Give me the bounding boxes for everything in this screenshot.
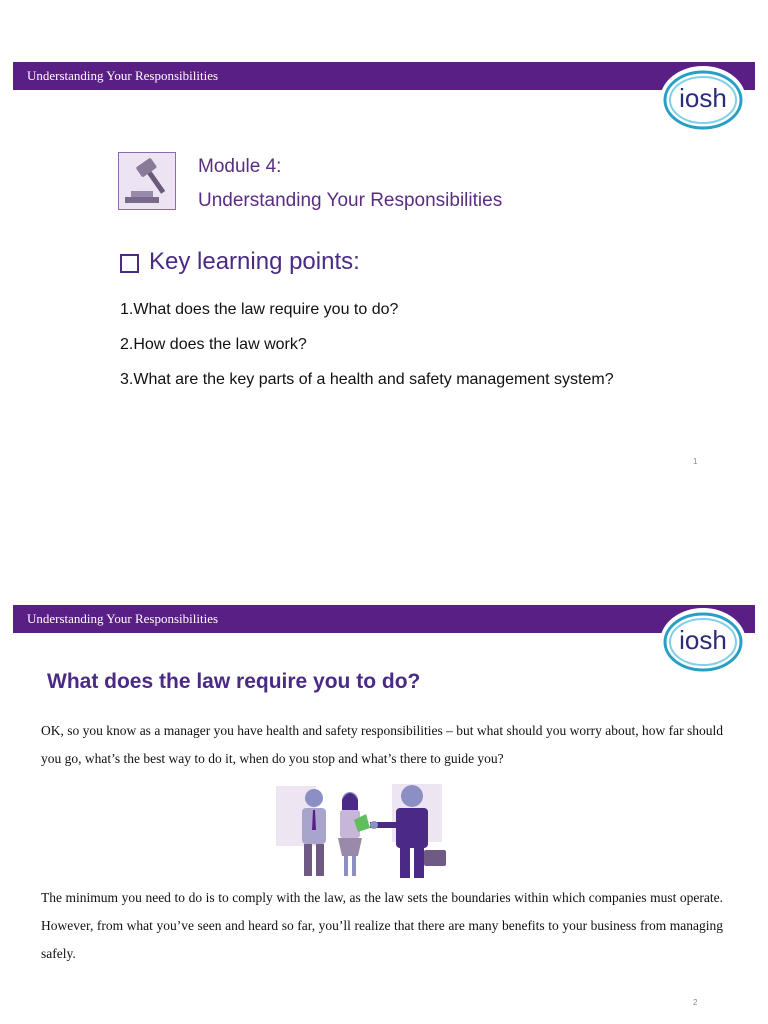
section-heading: What does the law require you to do? — [47, 670, 421, 693]
iosh-logo — [660, 66, 746, 134]
header-banner — [13, 605, 755, 633]
learning-point: 3.What are the key parts of a health and safety management system? — [120, 371, 614, 388]
module-title: Understanding Your Responsibilities — [198, 190, 503, 211]
paragraph-intro: OK, so you know as a manager you have health and safety responsibilities – but what should you worry about, how far should you go, what’s the best way to do it, when do you stop and what’s there to guide you? — [41, 723, 723, 766]
learning-point: 1.What does the law require you to do? — [120, 301, 399, 318]
paragraph-minimum: The minimum you need to do is to comply with the law, as the law sets the boundaries within which companies must operate. However, from what you’ve seen and heard so far, you’ll realize that there are many benefits to your business from managing safely. — [41, 890, 723, 961]
page-number: 2 — [693, 998, 698, 1007]
banner-title: Understanding Your Responsibilities — [27, 611, 219, 626]
key-learning-label: Key learning points: — [149, 248, 360, 275]
iosh-logo — [660, 608, 746, 676]
logo-text: iosh — [679, 83, 727, 113]
slide-2 — [0, 542, 768, 1024]
banner-title: Understanding Your Responsibilities — [27, 68, 219, 83]
header-banner — [13, 62, 755, 90]
checkbox-bullet-icon — [120, 254, 139, 273]
gavel-icon — [118, 152, 176, 210]
learning-point: 2.How does the law work? — [120, 336, 307, 353]
business-people-illustration — [262, 780, 462, 882]
page-number: 1 — [693, 457, 698, 466]
module-number: Module 4: — [198, 156, 282, 177]
logo-text: iosh — [679, 625, 727, 655]
key-learning-heading — [120, 248, 360, 276]
